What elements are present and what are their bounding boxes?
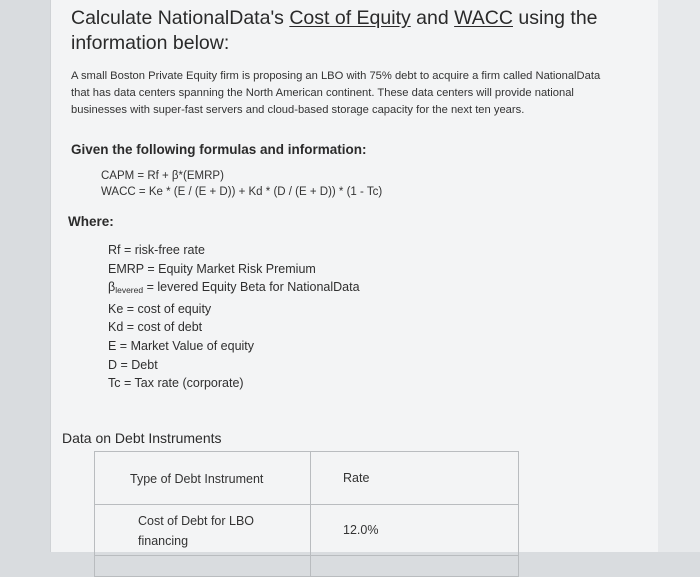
- definition-tc: Tc = Tax rate (corporate): [108, 376, 244, 391]
- formulas-heading: Given the following formulas and information:: [71, 142, 367, 157]
- cost-of-equity-link: Cost of Equity: [289, 7, 411, 29]
- definition-emrp: EMRP = Equity Market Risk Premium: [108, 261, 316, 276]
- definition-beta: [108, 278, 360, 300]
- intro-paragraph: A small Boston Private Equity firm is proposing an LBO with 75% debt to acquire a firm called NationalData that has data centers spanning the North American continent. These data centers will provide national businesses with super-fast servers and cloud-based storage capacity for the next ten years.: [71, 70, 601, 116]
- debt-instruments-table: [94, 451, 519, 577]
- debt-type-cell: [95, 505, 311, 556]
- definition-rf: Rf = risk-free rate: [108, 243, 205, 257]
- where-heading: Where:: [68, 214, 114, 229]
- definition-kd: Kd = cost of debt: [108, 320, 203, 335]
- capm-formula: CAPM = Rf + β*(EMRP): [101, 170, 224, 182]
- definitions-list: [108, 241, 360, 393]
- wacc-formula: WACC = Ke * (E / (E + D)) + Kd * (D / (E + D)) * (1 - Tc): [101, 186, 383, 198]
- title-text-mid: and: [410, 7, 455, 29]
- debt-type-text: Cost of Debt for LBO financing: [138, 514, 255, 548]
- beta-definition-text: = levered Equity Beta for NationalData: [143, 280, 360, 295]
- empty-cell: [95, 556, 311, 577]
- table-row: [95, 505, 519, 556]
- header-type-cell: Type of Debt Instrument: [95, 452, 311, 505]
- wacc-link: WACC: [454, 7, 513, 29]
- title-text: Calculate NationalData's: [71, 7, 290, 29]
- beta-symbol: β: [108, 280, 116, 295]
- table-header-row: [95, 452, 519, 505]
- beta-subscript: levered: [115, 285, 144, 296]
- header-rate-cell: Rate: [311, 452, 519, 505]
- question-title: [71, 6, 631, 56]
- title-text-suffix: using the information below:: [71, 7, 598, 54]
- definition-e: E = Market Value of equity: [108, 338, 255, 353]
- definition-d: D = Debt: [108, 357, 158, 372]
- background-strip: [658, 0, 700, 552]
- definition-ke: Ke = cost of equity: [108, 301, 212, 316]
- table-row-partial: [95, 556, 519, 577]
- debt-rate-cell: 12.0%: [311, 505, 519, 556]
- debt-table-heading: Data on Debt Instruments: [62, 430, 222, 446]
- empty-cell: [311, 556, 519, 577]
